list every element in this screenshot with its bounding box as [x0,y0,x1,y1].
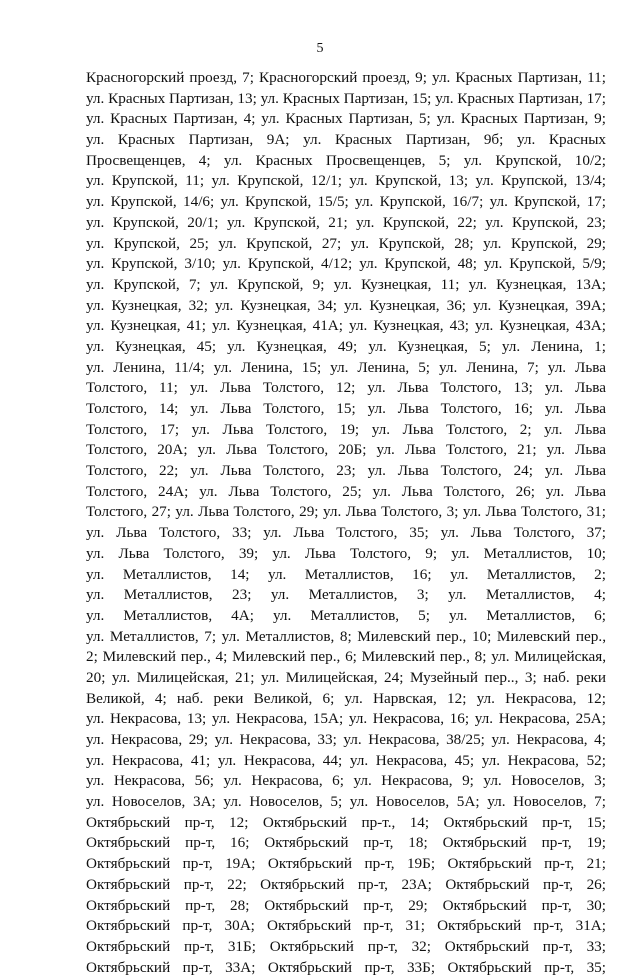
text-line: ул. Кузнецкая, 32; ул. Кузнецкая, 34; ул. Кузнецкая, 36; ул. Кузнецкая, 39А; [86,296,606,314]
text-line: ул. Металлистов, 23; ул. Металлистов, 3; ул. Металлистов, 4; [86,586,606,604]
text-line: Толстого, 20А; ул. Льва Толстого, 20Б; ул. Льва Толстого, 21; ул. Льва [86,441,606,459]
text-line: Октябрьский пр-т, 30А; Октябрьский пр-т, 31; Октябрьский пр-т, 31А; [86,917,606,935]
text-line: Октябрьский пр-т, 16; Октябрьский пр-т, 18; Октябрьский пр-т, 19; [86,834,606,852]
text-line: ул. Металлистов, 14; ул. Металлистов, 16; ул. Металлистов, 2; [86,565,606,583]
text-line: Октябрьский пр-т, 28; Октябрьский пр-т, 29; Октябрьский пр-т, 30; [86,896,606,914]
text-line: ул. Красных Партизан, 13; ул. Красных Партизан, 15; ул. Красных Партизан, 17; [86,89,606,107]
text-line: Октябрьский пр-т, 19А; Октябрьский пр-т, 19Б; Октябрьский пр-т, 21; [86,855,606,873]
text-line: ул. Крупской, 7; ул. Крупской, 9; ул. Кузнецкая, 11; ул. Кузнецкая, 13А; [86,275,606,293]
text-line: ул. Кузнецкая, 41; ул. Кузнецкая, 41А; ул. Кузнецкая, 43; ул. Кузнецкая, 43А; [86,317,606,335]
address-list-paragraph [86,68,606,978]
text-line: 2; Милевский пер., 4; Милевский пер., 6; Милевский пер., 8; ул. Милицейская, [86,648,606,666]
text-line: Октябрьский пр-т, 22; Октябрьский пр-т, 23А; Октябрьский пр-т, 26; [86,875,606,893]
text-line: ул. Крупской, 14/6; ул. Крупской, 15/5; ул. Крупской, 16/7; ул. Крупской, 17; [86,193,606,211]
text-line: ул. Льва Толстого, 39; ул. Льва Толстого, 9; ул. Металлистов, 10; [86,544,606,562]
text-line: Толстого, 14; ул. Льва Толстого, 15; ул. Льва Толстого, 16; ул. Льва [86,400,606,417]
text-line: ул. Некрасова, 29; ул. Некрасова, 33; ул. Некрасова, 38/25; ул. Некрасова, 4; [86,731,606,748]
text-line: ул. Крупской, 11; ул. Крупской, 12/1; ул. Крупской, 13; ул. Крупской, 13/4; [86,172,606,190]
text-line: Октябрьский пр-т, 12; Октябрьский пр-т., 14; Октябрьский пр-т, 15; [86,813,606,831]
text-line: Октябрьский пр-т, 31Б; Октябрьский пр-т, 32; Октябрьский пр-т, 33; [86,937,606,955]
text-line: ул. Металлистов, 4А; ул. Металлистов, 5; ул. Металлистов, 6; [86,606,606,624]
text-line: ул. Некрасова, 56; ул. Некрасова, 6; ул. Некрасова, 9; ул. Новоселов, 3; [86,772,606,790]
text-line: Толстого, 17; ул. Льва Толстого, 19; ул. Льва Толстого, 2; ул. Льва [86,420,606,438]
text-line: ул. Некрасова, 13; ул. Некрасова, 15А; ул. Некрасова, 16; ул. Некрасова, 25А; [86,710,606,728]
text-line: Октябрьский пр-т, 33А; Октябрьский пр-т, 33Б; Октябрьский пр-т, 35; [86,958,606,976]
text-line: Великой, 4; наб. реки Великой, 6; ул. Нарвская, 12; ул. Некрасова, 12; [86,689,606,707]
text-line: Просвещенцев, 4; ул. Красных Просвещенцев, 5; ул. Крупской, 10/2; [86,151,606,169]
text-line: Толстого, 22; ул. Льва Толстого, 23; ул. Льва Толстого, 24; ул. Льва [86,462,606,480]
text-line: ул. Красных Партизан, 9А; ул. Красных Партизан, 9б; ул. Красных [86,131,606,149]
text-line: Толстого, 11; ул. Льва Толстого, 12; ул. Льва Толстого, 13; ул. Льва [86,379,606,397]
page-number: 5 [316,41,324,56]
text-line: ул. Новоселов, 3А; ул. Новоселов, 5; ул. Новоселов, 5А; ул. Новоселов, 7; [86,793,606,811]
text-line: 20; ул. Милицейская, 21; ул. Милицейская, 24; Музейный пер.., 3; наб. реки [86,668,606,686]
text-line: Красногорский проезд, 7; Красногорский проезд, 9; ул. Красных Партизан, 11; [86,69,606,86]
text-line: ул. Кузнецкая, 45; ул. Кузнецкая, 49; ул. Кузнецкая, 5; ул. Ленина, 1; [86,337,606,355]
text-line: ул. Крупской, 25; ул. Крупской, 27; ул. Крупской, 28; ул. Крупской, 29; [86,234,606,252]
text-line: ул. Металлистов, 7; ул. Металлистов, 8; Милевский пер., 10; Милевский пер., [86,627,606,645]
text-line: ул. Некрасова, 41; ул. Некрасова, 44; ул. Некрасова, 45; ул. Некрасова, 52; [86,751,606,769]
text-line: ул. Крупской, 3/10; ул. Крупской, 4/12; ул. Крупской, 48; ул. Крупской, 5/9; [86,255,606,273]
text-line: ул. Ленина, 11/4; ул. Ленина, 15; ул. Ленина, 5; ул. Ленина, 7; ул. Льва [86,358,606,376]
text-line: Толстого, 27; ул. Льва Толстого, 29; ул. Льва Толстого, 3; ул. Льва Толстого, 31; [86,503,606,521]
text-line: ул. Льва Толстого, 33; ул. Льва Толстого, 35; ул. Льва Толстого, 37; [86,524,606,542]
text-line: ул. Крупской, 20/1; ул. Крупской, 21; ул. Крупской, 22; ул. Крупской, 23; [86,213,606,231]
text-line: Толстого, 24А; ул. Льва Толстого, 25; ул. Льва Толстого, 26; ул. Льва [86,482,606,500]
text-line: ул. Красных Партизан, 4; ул. Красных Партизан, 5; ул. Красных Партизан, 9; [86,110,606,128]
